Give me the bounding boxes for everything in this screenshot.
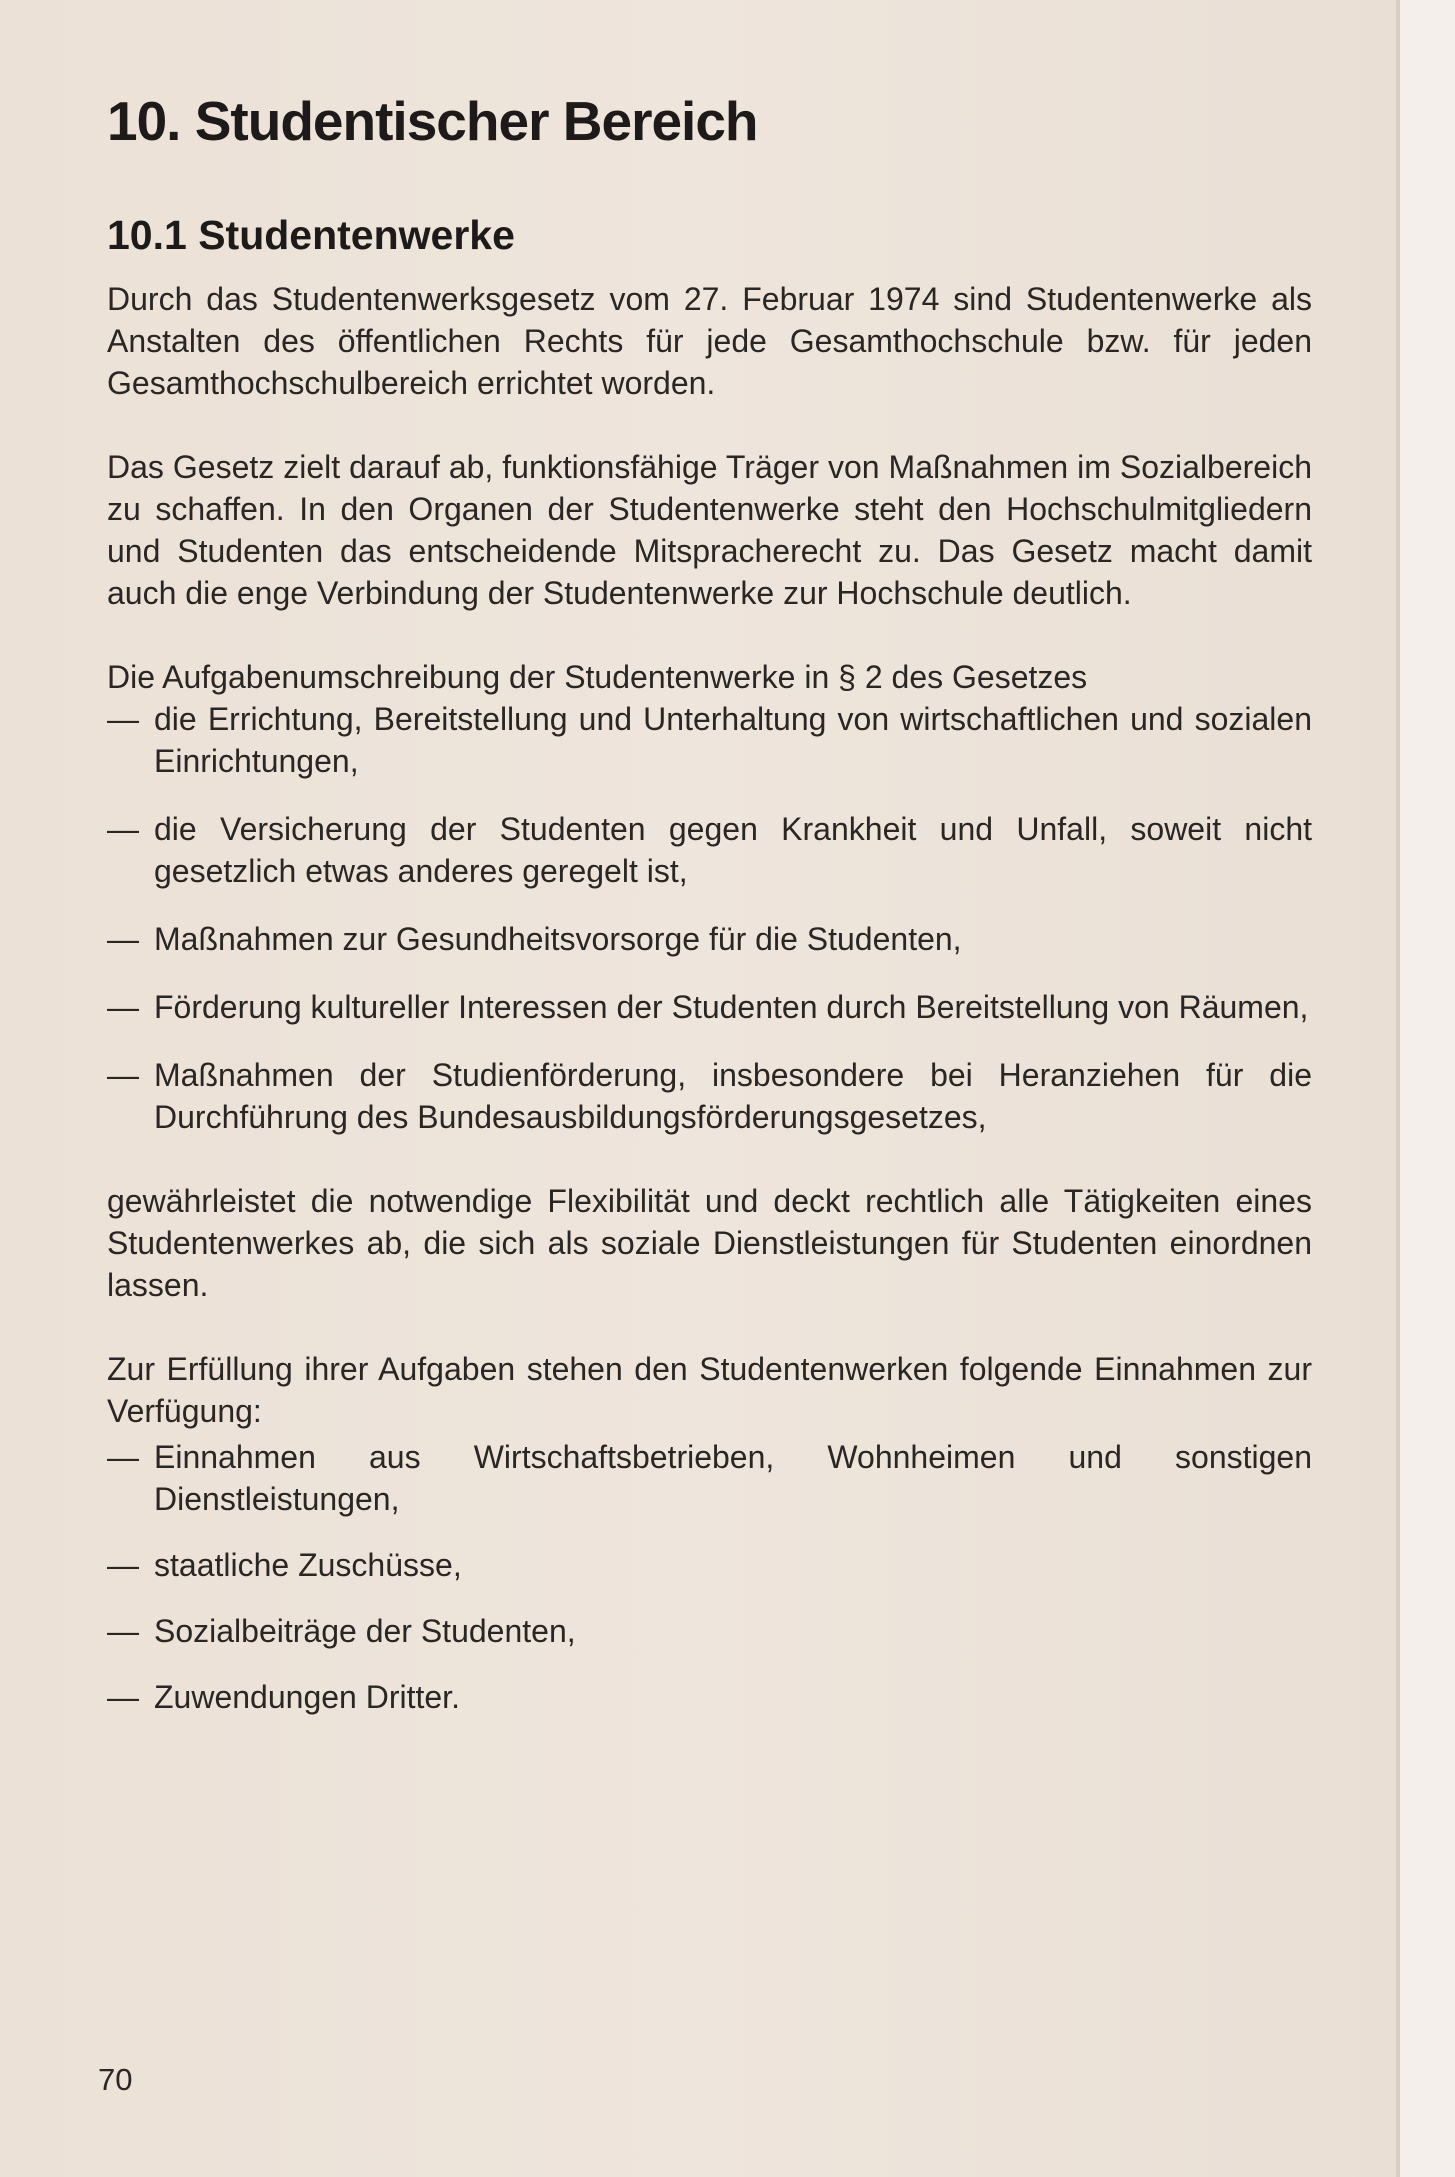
paragraph-purpose: Das Gesetz zielt darauf ab, funktionsfähige Träger von Maßnahmen im Sozialbereich zu schaffen. In den Organen der Studentenwerke steht den Hochschulmitgliedern und Studenten das entscheidende Mitspracherecht zu. Das Gesetz macht damit auch die enge Verbindung der Studentenwerke zur Hochschule deutlich. <box>107 449 1312 612</box>
task-item: — Förderung kultureller Interessen der Studenten durch Bereitstellung von Räumen, <box>107 986 1312 1028</box>
page-content <box>107 90 1312 1760</box>
task-item: — die Errichtung, Bereitstellung und Unterhaltung von wirtschaftlichen und sozialen Einrichtungen, <box>107 698 1312 782</box>
task-item: — Maßnahmen zur Gesundheitsvorsorge für die Studenten, <box>107 918 1312 960</box>
background-gutter <box>1400 0 1455 2177</box>
task-item: — Maßnahmen der Studienförderung, insbesondere bei Heranziehen für die Durchführung des Bundesausbildungsförderungsgesetzes, <box>107 1054 1312 1138</box>
income-item: — Sozialbeiträge der Studenten, <box>107 1610 1312 1652</box>
page-number: 70 <box>98 2062 133 2097</box>
paragraph-flexibility: gewährleistet die notwendige Flexibilität und deckt rechtlich alle Tätigkeiten eines Studentenwerkes ab, die sich als soziale Dienstleistungen für Studenten einordnen lassen. <box>107 1183 1312 1304</box>
income-item: — Zuwendungen Dritter. <box>107 1676 1312 1718</box>
section-title: 10.1 Studentenwerke <box>107 212 515 259</box>
paragraph-income-intro: Zur Erfüllung ihrer Aufgaben stehen den Studentenwerken folgende Einnahmen zur Verfügung: <box>107 1351 1312 1430</box>
paragraph-tasks-intro: Die Aufgabenumschreibung der Studentenwerke in § 2 des Gesetzes <box>107 659 1088 696</box>
income-item: — Einnahmen aus Wirtschaftsbetrieben, Wohnheimen und sonstigen Dienstleistungen, <box>107 1436 1312 1520</box>
chapter-title: 10. Studentischer Bereich <box>107 90 758 152</box>
income-list <box>107 1436 1312 1718</box>
task-item: — die Versicherung der Studenten gegen Krankheit und Unfall, soweit nicht gesetzlich etwas anderes geregelt ist, <box>107 808 1312 892</box>
income-item: — staatliche Zuschüsse, <box>107 1544 1312 1586</box>
task-list <box>107 698 1312 1138</box>
paragraph-intro: Durch das Studentenwerksgesetz vom 27. Februar 1974 sind Studentenwerke als Anstalten des öffentlichen Rechts für jede Gesamthochschule bzw. für jeden Gesamthochschulbereich errichtet worden. <box>107 281 1312 402</box>
